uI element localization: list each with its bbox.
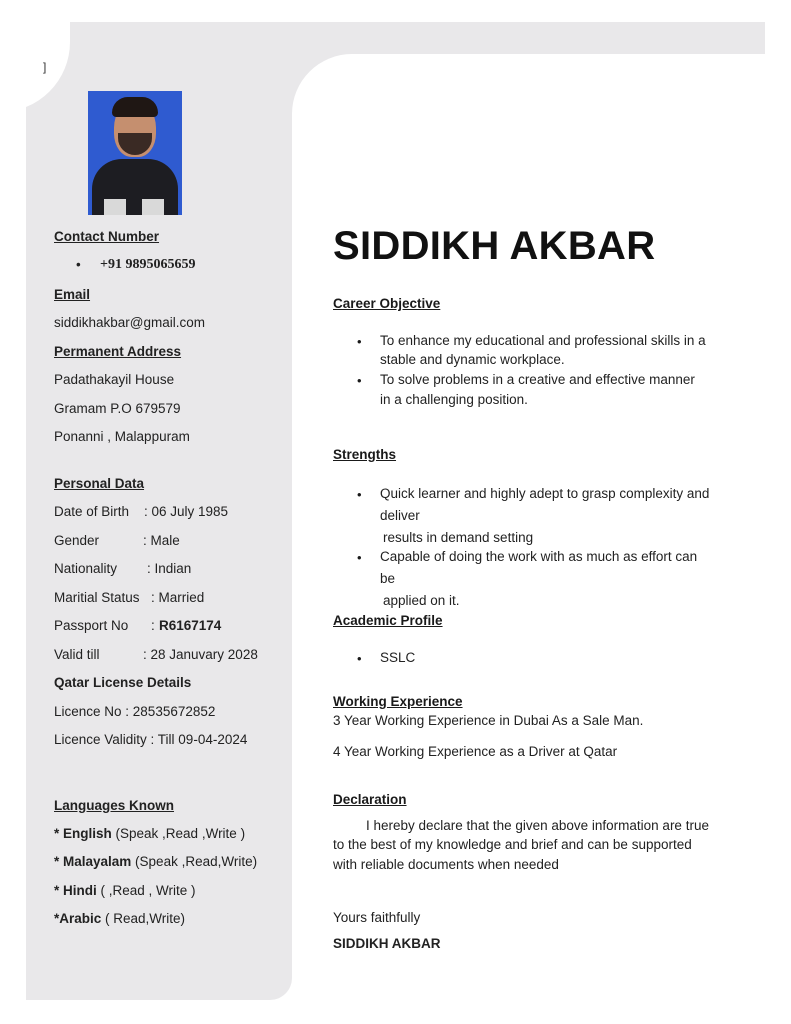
career-item-1-line-2: stable and dynamic workplace. [380,352,565,367]
declaration-line-1: I hereby declare that the given above information are true [366,818,709,833]
language-detail: (Speak ,Read ,Write ) [111,826,246,841]
declaration-heading: Declaration [333,792,407,807]
personal-heading: Personal Data [54,476,145,491]
email-value: siddikhakbar@gmail.com [54,315,206,330]
bullet: • [357,550,362,565]
strength-2-line-1: Capable of doing the work with as much as effort can [380,549,698,564]
page-marker: ] [43,60,47,74]
nationality-label: Nationality [54,561,118,576]
strength-1-line-3: results in demand setting [383,530,534,545]
address-heading: Permanent Address [54,344,182,359]
declaration-line-3: with reliable documents when needed [333,857,559,872]
candidate-name: SIDDIKH AKBAR [333,224,656,268]
marital-label: Maritial Status [54,590,140,605]
academic-heading: Academic Profile [333,613,443,628]
bullet: • [357,651,362,666]
address-line-1: Padathakayil House [54,372,175,387]
passport-colon: : [151,618,155,633]
dob-value: : 06 July 1985 [144,504,229,519]
language-hindi [54,883,196,898]
experience-heading: Working Experience [333,694,463,709]
language-detail: (Speak ,Read,Write) [131,854,258,869]
email-heading: Email [54,287,91,302]
experience-line-1: 3 Year Working Experience in Dubai As a Sale Man. [333,713,644,728]
valid-value: : 28 Januvary 2028 [143,647,258,662]
phone-number: +91 9895065659 [100,257,196,272]
career-item-2-line-1: To solve problems in a creative and effective manner [380,372,695,387]
bullet: • [357,373,362,388]
license-validity: Licence Validity : Till 09-04-2024 [54,732,248,747]
bullet: • [357,487,362,502]
contact-heading: Contact Number [54,229,160,244]
language-arabic [54,911,185,926]
career-item-2-line-2: in a challenging position. [380,392,528,407]
strength-1-line-1: Quick learner and highly adept to grasp complexity and [380,486,710,501]
gender-value: : Male [143,533,180,548]
passport-label: Passport No [54,618,129,633]
language-detail: ( ,Read , Write ) [96,883,196,898]
profile-photo [88,91,182,215]
career-item-1-line-1: To enhance my educational and professional skills in a [380,333,706,348]
language-name: * Malayalam [54,854,132,869]
valid-label: Valid till [54,647,100,662]
license-number: Licence No : 28535672852 [54,704,216,719]
language-name: * English [54,826,112,841]
dob-label: Date of Birth [54,504,130,519]
address-line-3: Ponanni , Malappuram [54,429,190,444]
languages-heading: Languages Known [54,798,175,813]
language-detail: ( Read,Write) [101,911,186,926]
passport-value: R6167174 [159,618,222,633]
main-panel [292,54,791,1024]
academic-item-1: SSLC [380,650,416,665]
nationality-value: : Indian [147,561,192,576]
strengths-heading: Strengths [333,447,397,462]
marital-value: : Married [151,590,205,605]
language-english [54,826,245,841]
career-heading: Career Objective [333,296,441,311]
closing-text: Yours faithfully [333,910,421,925]
language-name: * Hindi [54,883,97,898]
declaration-line-2: to the best of my knowledge and brief and can be supported [333,837,692,852]
experience-line-2: 4 Year Working Experience as a Driver at Qatar [333,744,618,759]
strength-2-line-2: be [380,571,396,586]
phone-bullet: • [76,257,81,272]
bullet: • [357,334,362,349]
signature-name: SIDDIKH AKBAR [333,936,441,951]
strength-1-line-2: deliver [380,508,420,523]
language-malayalam [54,854,257,869]
strength-2-line-3: applied on it. [383,593,460,608]
license-heading: Qatar License Details [54,675,192,690]
language-name: *Arabic [54,911,102,926]
gender-label: Gender [54,533,100,548]
address-line-2: Gramam P.O 679579 [54,401,181,416]
